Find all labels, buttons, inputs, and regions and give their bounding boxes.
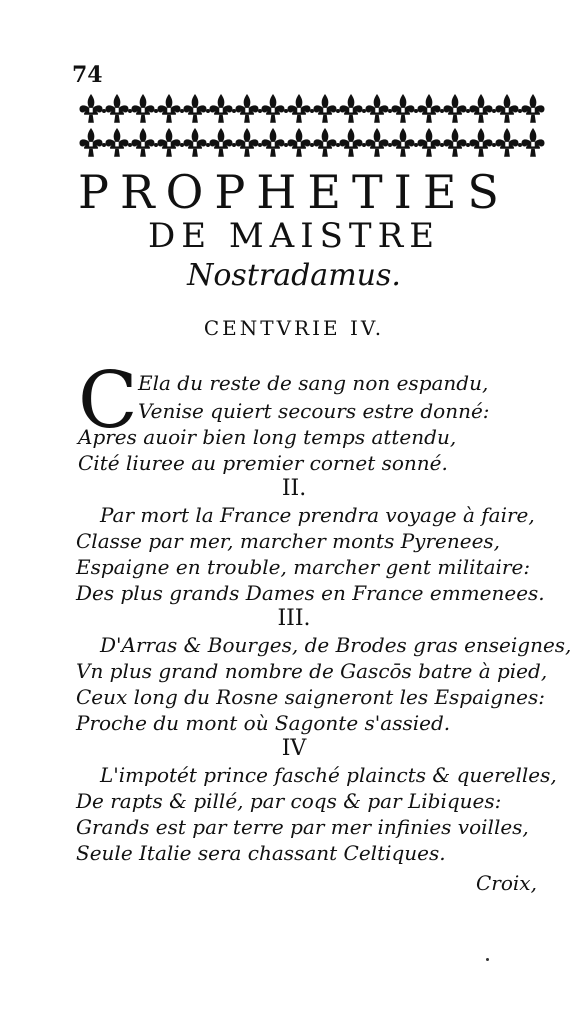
fleur-de-lis-icon <box>106 94 129 123</box>
fleur-de-lis-icon <box>236 94 259 123</box>
fleur-de-lis-icon <box>210 128 233 157</box>
verse-line: Des plus grands Dames en France emmenees. <box>76 581 545 605</box>
fleur-de-lis-icon <box>236 128 259 157</box>
fleur-de-lis-border-icon <box>78 92 546 160</box>
stanza-numeral: II. <box>281 476 307 501</box>
ornament-dot <box>102 109 106 113</box>
ornament-dot <box>232 143 236 147</box>
stanza-numeral: IV <box>281 736 307 761</box>
fleur-de-lis-icon <box>184 128 207 157</box>
ornament-dot <box>362 143 366 147</box>
ornament-dot <box>388 143 392 147</box>
ornament-dot <box>518 143 522 147</box>
verse-line: Proche du mont où Sagonte s'assied. <box>76 711 451 735</box>
fleur-de-lis-icon <box>522 128 545 157</box>
book-title: PROPHETIES <box>78 165 510 219</box>
verse-line: Ceux long du Rosne saigneront les Espaignes: <box>76 685 545 709</box>
ornament-dot <box>154 109 158 113</box>
ornament-dot <box>310 109 314 113</box>
fleur-de-lis-icon <box>496 128 519 157</box>
ornament-dot <box>180 143 184 147</box>
drop-cap: C <box>78 356 138 446</box>
verse-line: Par mort la France prendra voyage à faire, <box>100 503 535 527</box>
verse-line: Venise quiert secours estre donné: <box>138 399 490 423</box>
verse-line: De rapts & pillé, par coqs & par Libiques: <box>76 789 502 813</box>
ornament-dot <box>284 109 288 113</box>
fleur-de-lis-icon <box>418 128 441 157</box>
verse-line: Grands est par terre par mer infinies voilles, <box>76 815 529 839</box>
fleur-de-lis-icon <box>184 94 207 123</box>
fleur-de-lis-icon <box>262 94 285 123</box>
fleur-de-lis-icon <box>80 94 103 123</box>
stanza-numeral: III. <box>277 606 311 631</box>
author-name: Nostradamus. <box>187 258 401 293</box>
fleur-de-lis-icon <box>392 128 415 157</box>
fleur-de-lis-icon <box>496 94 519 123</box>
ornament-dot <box>440 143 444 147</box>
ornament-dot <box>414 109 418 113</box>
fleur-de-lis-icon <box>470 128 493 157</box>
ornament-dot <box>492 143 496 147</box>
verse-line: Classe par mer, marcher monts Pyrenees, <box>76 529 501 553</box>
fleur-de-lis-icon <box>418 94 441 123</box>
fleur-de-lis-icon <box>158 128 181 157</box>
fleur-de-lis-icon <box>340 94 363 123</box>
verse-line: D'Arras & Bourges, de Brodes gras enseignes, <box>100 633 572 657</box>
verse-line: Espaigne en trouble, marcher gent militaire: <box>76 555 531 579</box>
fleur-de-lis-icon <box>392 94 415 123</box>
fleur-de-lis-icon <box>340 128 363 157</box>
fleur-de-lis-icon <box>106 128 129 157</box>
ornament-dot <box>388 109 392 113</box>
ornament-dot <box>466 109 470 113</box>
ornament-dot <box>154 143 158 147</box>
fleur-de-lis-icon <box>80 128 103 157</box>
ornament-dot <box>180 109 184 113</box>
fleur-de-lis-icon <box>288 128 311 157</box>
ornament-dot <box>310 143 314 147</box>
ornament-dot <box>128 143 132 147</box>
ornament-dot <box>206 143 210 147</box>
fleur-de-lis-icon <box>522 94 545 123</box>
ornament-dot <box>466 143 470 147</box>
fleur-de-lis-icon <box>262 128 285 157</box>
ornament-dot <box>440 109 444 113</box>
ornament-dot <box>284 143 288 147</box>
century-heading: CENTVRIE IV. <box>203 316 385 340</box>
ornament-dot <box>102 143 106 147</box>
ornament-dot <box>258 143 262 147</box>
fleur-de-lis-icon <box>132 94 155 123</box>
verse-line: Seule Italie sera chassant Celtiques. <box>76 841 446 865</box>
fleur-de-lis-icon <box>314 94 337 123</box>
ornament-dot <box>206 109 210 113</box>
fleur-de-lis-icon <box>158 94 181 123</box>
fleur-de-lis-icon <box>366 94 389 123</box>
page-number: 74 <box>72 62 103 88</box>
catchword: Croix, <box>476 871 537 895</box>
verse-line: Vn plus grand nombre de Gascōs batre à pied, <box>76 659 548 683</box>
verse-line: Cité liuree au premier cornet sonné. <box>78 451 448 475</box>
verse-line: Ela du reste de sang non espandu, <box>138 371 489 395</box>
ornament-dot <box>362 109 366 113</box>
ornament-dot <box>232 109 236 113</box>
ornament-dot <box>128 109 132 113</box>
fleur-de-lis-icon <box>314 128 337 157</box>
ornament-dot <box>414 143 418 147</box>
ink-speck <box>486 958 489 961</box>
verse-line: Apres auoir bien long temps attendu, <box>78 425 457 449</box>
book-subtitle: DE MAISTRE <box>147 216 441 256</box>
fleur-de-lis-icon <box>288 94 311 123</box>
fleur-de-lis-icon <box>132 128 155 157</box>
ornament-dot <box>492 109 496 113</box>
ornament-dot <box>336 143 340 147</box>
fleur-de-lis-icon <box>444 94 467 123</box>
fleur-de-lis-icon <box>210 94 233 123</box>
ornament-dot <box>336 109 340 113</box>
ornament-dot <box>518 109 522 113</box>
verse-line: L'impotét prince fasché plaincts & querelles, <box>100 763 557 787</box>
fleur-de-lis-icon <box>470 94 493 123</box>
ornament-dot <box>258 109 262 113</box>
fleur-de-lis-icon <box>444 128 467 157</box>
fleur-de-lis-icon <box>366 128 389 157</box>
